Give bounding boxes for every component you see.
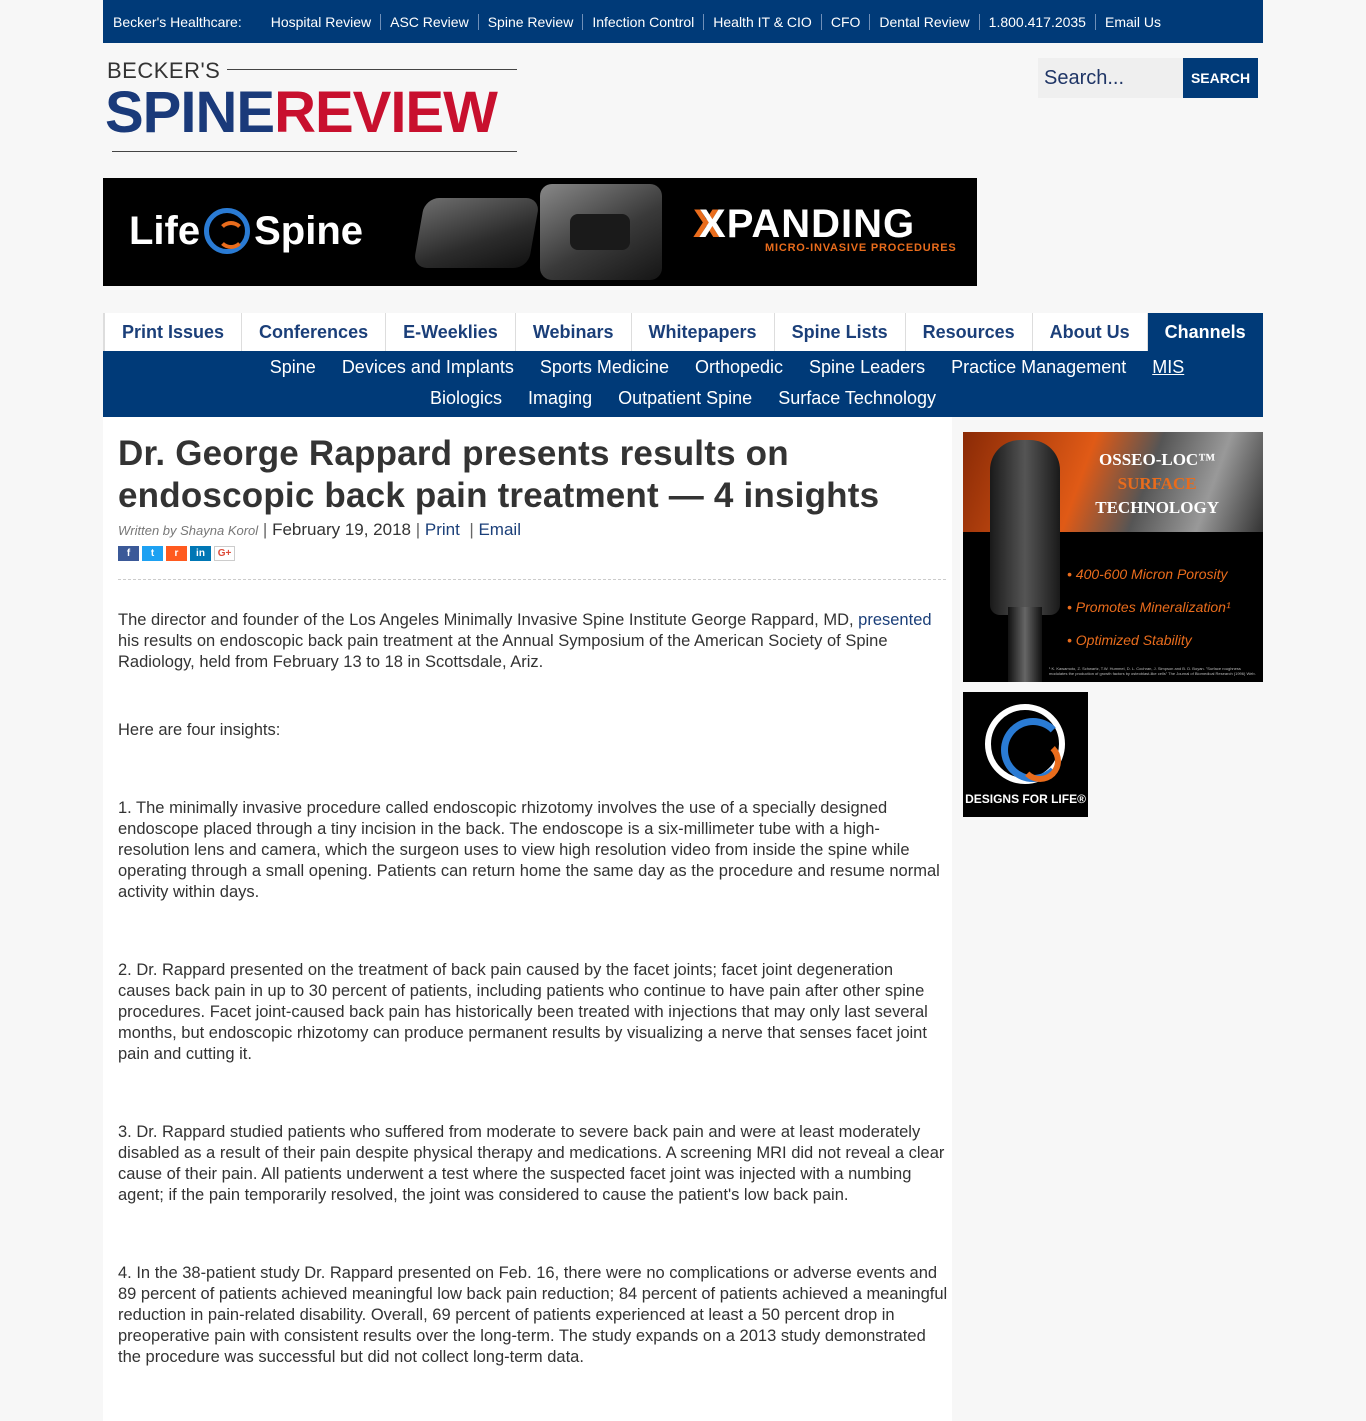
intro-text-a: The director and founder of the Los Angeles Minimally Invasive Spine Institute George Rappard, MD, (118, 611, 859, 629)
topbar-link-hospital-review[interactable]: Hospital Review (270, 13, 372, 30)
subnav-orthopedic[interactable]: Orthopedic (694, 357, 784, 377)
designs-for-life-logo-icon (985, 704, 1065, 784)
nav-channels[interactable]: Channels (1148, 313, 1263, 351)
life-spine-swirl-icon (204, 208, 250, 254)
google-plus-icon[interactable]: G+ (214, 546, 235, 561)
intro-text-b: his results on endoscopic back pain treatment at the Annual Symposium of the American Society of Spine Radiology, held from February 13 to 18 in Scottsdale, Ariz. (118, 632, 888, 671)
ad-fine-print: ¹ K. Kawamoto, Z. Schwartz, T.W. Hummel, D. L. Cochran, J. Simpson and B. D. Boyan. "Surface roughness modulates the production of growth factors by osteoblast-like cells" The Journal of Biomedical Research (1996) Web. (1049, 666, 1256, 676)
content-area (103, 417, 952, 1421)
article-lead: Here are four insights: (118, 721, 281, 739)
subnav-biologics[interactable]: Biologics (430, 388, 503, 408)
channels-subnav (103, 351, 1263, 417)
topbar-link-cfo[interactable]: CFO (821, 14, 870, 30)
presented-link[interactable]: presented (858, 611, 932, 629)
insight-4: 4. In the 38-patient study Dr. Rappard presented on Feb. 16, there were no complications or adverse events and 89 percent of patients achieved meaningful low back pain reduction; 84 percent of patients achieved a meaningful reduction in pain-related disability. Overall, 69 percent of patients experienced at least a 50 percent drop in preoperative pain with consistent results over the long-term. The study expands on a 2013 study demonstrated the procedure was successful but did not collect long-term data. (118, 1264, 948, 1366)
nav-webinars[interactable]: Webinars (516, 313, 632, 351)
xpanding-x: X (699, 202, 727, 246)
implant-stem-image (1008, 607, 1042, 682)
email-link[interactable]: Email (478, 520, 521, 539)
osseo-loc-line3: TECHNOLOGY (1095, 498, 1219, 517)
designs-for-life-text: DESIGNS FOR LIFE® (965, 792, 1086, 806)
linkedin-icon[interactable]: in (190, 546, 211, 561)
subnav-imaging[interactable]: Imaging (528, 388, 593, 408)
reddit-icon[interactable]: r (166, 546, 187, 561)
sidebar-ad-osseo-loc[interactable] (963, 432, 1263, 682)
osseo-loc-line1: OSSEO-LOC™ (1099, 450, 1216, 469)
banner-ad-life-spine[interactable] (103, 178, 977, 286)
publish-date: February 19, 2018 (272, 520, 411, 539)
top-bar (103, 0, 1263, 43)
article (118, 433, 948, 1368)
article-title: Dr. George Rappard presents results on endoscopic back pain treatment — 4 insights (118, 434, 880, 515)
nav-whitepapers[interactable]: Whitepapers (632, 313, 775, 351)
search-button[interactable]: SEARCH (1183, 58, 1258, 98)
subnav-outpatient-spine[interactable]: Outpatient Spine (618, 388, 753, 408)
nav-conferences[interactable]: Conferences (242, 313, 386, 351)
nav-about-us[interactable]: About Us (1033, 313, 1148, 351)
insight-2: 2. Dr. Rappard presented on the treatment of back pain caused by the facet joints; facet joint degeneration causes back pain in up to 30 percent of patients, including patients who continue to have pain after other spine procedures. Facet joint-caused back pain has historically been treated with injections that may only last several months, but endoscopic rhizotomy can produce permanent results by visualizing a nerve that senses facet joint pain and cutting it. (118, 961, 928, 1063)
subnav-practice-management[interactable]: Practice Management (951, 357, 1127, 377)
main-nav (103, 313, 1263, 351)
subnav-surface-technology[interactable]: Surface Technology (778, 388, 936, 408)
topbar-phone[interactable]: 1.800.417.2035 (979, 14, 1095, 30)
logo-wordmark (105, 80, 497, 146)
nav-resources[interactable]: Resources (906, 313, 1033, 351)
logo-beckers: BECKER'S (107, 58, 221, 83)
share-bar (118, 546, 948, 561)
article-body (118, 610, 948, 1368)
logo-rule-top (227, 69, 517, 70)
xpanding-subtitle: MICRO-INVASIVE PROCEDURES (765, 242, 957, 254)
article-byline: Written by Shayna Korol | February 19, 2018 | Print | Email (118, 520, 521, 539)
xpanding-headline (699, 202, 957, 254)
byline-divider (118, 579, 946, 580)
topbar-link-spine-review[interactable]: Spine Review (478, 14, 583, 30)
logo-rule-bottom (112, 151, 517, 152)
implant-device-image (413, 198, 540, 268)
life-spine-brand-life: Life (129, 208, 201, 253)
subnav-devices-and-implants[interactable]: Devices and Implants (341, 357, 514, 377)
author: Written by Shayna Korol (118, 523, 259, 538)
bullet-item: • Promotes Mineralization¹ (1067, 599, 1231, 615)
logo-spine: SPINE (105, 80, 275, 145)
bullet-item: • 400-600 Micron Porosity (1067, 566, 1228, 582)
osseo-loc-line2: SURFACE (1117, 474, 1197, 493)
logo-review: REVIEW (274, 80, 497, 145)
insight-3: 3. Dr. Rappard studied patients who suffered from moderate to severe back pain and were at least moderately disabled as a result of their pain despite physical therapy and medications. A screening MRI did not reveal a clear cause of their pain. All patients underwent a test where the suspected facet joint was injected with a numbing agent; if the pain temporarily resolved, the joint was considered to cause the patient's low back pain. (118, 1123, 945, 1204)
nav-spine-lists[interactable]: Spine Lists (775, 313, 906, 351)
nav-e-weeklies[interactable]: E-Weeklies (386, 313, 516, 351)
nav-print-issues[interactable]: Print Issues (105, 313, 242, 351)
life-spine-logo (129, 208, 363, 254)
osseo-loc-header (1095, 448, 1219, 520)
subnav-mis[interactable]: MIS (1152, 357, 1185, 377)
network-label: Becker's Healthcare: (113, 13, 242, 30)
topbar-link-infection-control[interactable]: Infection Control (582, 14, 703, 30)
subnav-spine[interactable]: Spine (269, 357, 316, 377)
topbar-link-health-it[interactable]: Health IT & CIO (703, 14, 821, 30)
bullet-item: • Optimized Stability (1067, 632, 1192, 648)
implant-screw-image (990, 440, 1060, 615)
site-logo[interactable] (107, 58, 519, 154)
search-form (1038, 58, 1258, 98)
subnav-spine-leaders[interactable]: Spine Leaders (809, 357, 926, 377)
insight-1: 1. The minimally invasive procedure called endoscopic rhizotomy involves the use of a specially designed endoscope placed through a tiny incision in the back. The endoscope is a six-millimeter tube with a high-resolution lens and camera, which the surgeon uses to view high resolution video from inside the spine while operating through a small opening. Patients can return home the same day as the procedure and resume normal activity within days. (118, 799, 940, 901)
print-link[interactable]: Print (424, 520, 460, 539)
osseo-loc-bullets (1067, 558, 1231, 657)
life-spine-brand-spine: Spine (254, 208, 364, 253)
article-intro (118, 610, 948, 673)
xpanding-text: PANDING (726, 202, 916, 246)
implant-device-image-expanded (540, 184, 662, 280)
topbar-link-email-us[interactable]: Email Us (1095, 14, 1170, 30)
topbar-link-dental-review[interactable]: Dental Review (869, 14, 978, 30)
sidebar-ad-designs-for-life[interactable] (963, 692, 1088, 817)
twitter-icon[interactable]: t (142, 546, 163, 561)
subnav-sports-medicine[interactable]: Sports Medicine (539, 357, 669, 377)
search-input[interactable] (1038, 58, 1183, 98)
facebook-icon[interactable]: f (118, 546, 139, 561)
topbar-link-asc-review[interactable]: ASC Review (380, 14, 478, 30)
